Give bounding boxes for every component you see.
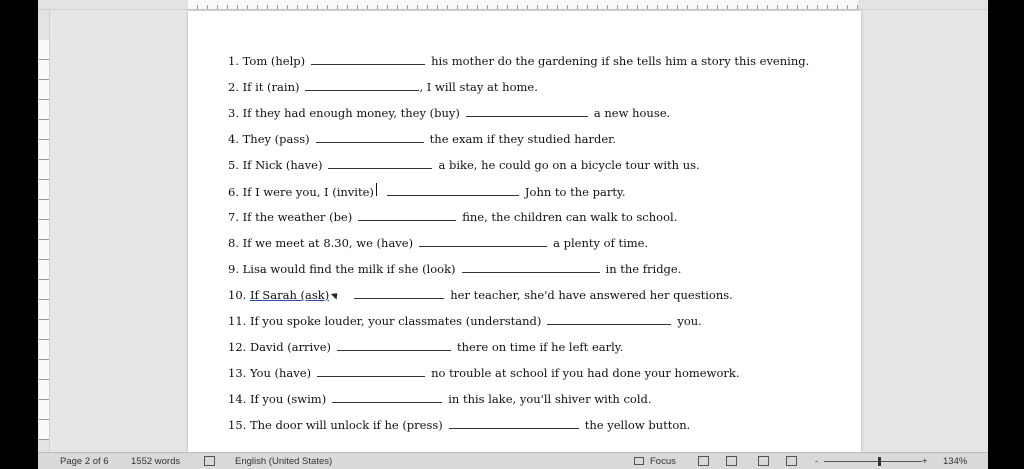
- exercise-item[interactable]: 1. Tom (help) his mother do the gardening if she tells him a story this evening.: [228, 54, 810, 68]
- zoom-slider-thumb[interactable]: [878, 457, 881, 466]
- page-count[interactable]: Page 2 of 6: [60, 456, 109, 467]
- zoom-out-button[interactable]: -: [815, 456, 819, 467]
- exercise-item[interactable]: 12. David (arrive) there on time if he left early.: [228, 340, 624, 354]
- status-bar: [38, 452, 988, 469]
- word-count[interactable]: 1552 words: [131, 456, 181, 467]
- proofing-icon[interactable]: [204, 456, 215, 466]
- vertical-ruler[interactable]: [38, 10, 50, 452]
- horizontal-ruler[interactable]: [38, 0, 988, 10]
- document-canvas: [51, 11, 988, 452]
- language-indicator[interactable]: English (United States): [235, 456, 333, 467]
- exercise-list: [228, 53, 848, 443]
- web-layout-icon[interactable]: [758, 456, 769, 466]
- focus-button[interactable]: Focus: [650, 456, 676, 467]
- exercise-item[interactable]: 8. If we meet at 8.30, we (have) a plenty of time.: [228, 236, 649, 250]
- focus-icon[interactable]: [634, 457, 644, 465]
- read-mode-icon[interactable]: [726, 456, 737, 466]
- exercise-item[interactable]: 6. If I were you, I (invite) John to the party.: [228, 185, 626, 199]
- exercise-item[interactable]: 2. If it (rain) , I will stay at home.: [228, 80, 538, 94]
- zoom-in-button[interactable]: +: [922, 456, 928, 467]
- mouse-pointer-icon: [331, 290, 340, 299]
- document-page[interactable]: [188, 11, 861, 452]
- exercise-item[interactable]: 15. The door will unlock if he (press) the yellow button.: [228, 418, 691, 432]
- text-cursor: [376, 183, 377, 196]
- zoom-slider[interactable]: [824, 461, 922, 462]
- zoom-level[interactable]: 134%: [943, 456, 968, 467]
- exercise-item[interactable]: 10. If Sarah (ask) her teacher, she'd have answered her questions.: [228, 288, 733, 302]
- exercise-item[interactable]: 14. If you (swim) in this lake, you'll shiver with cold.: [228, 392, 652, 406]
- exercise-item[interactable]: 13. You (have) no trouble at school if you had done your homework.: [228, 366, 740, 380]
- print-layout-icon[interactable]: [698, 456, 709, 466]
- outline-view-icon[interactable]: [786, 456, 797, 466]
- exercise-item[interactable]: 11. If you spoke louder, your classmates (understand) you.: [228, 314, 702, 328]
- exercise-item[interactable]: 3. If they had enough money, they (buy) a new house.: [228, 106, 671, 120]
- word-window: [38, 0, 988, 469]
- exercise-item[interactable]: 4. They (pass) the exam if they studied harder.: [228, 132, 617, 146]
- exercise-item[interactable]: 5. If Nick (have) a bike, he could go on a bicycle tour with us.: [228, 158, 700, 172]
- exercise-item[interactable]: 9. Lisa would find the milk if she (look) in the fridge.: [228, 262, 682, 276]
- exercise-item[interactable]: 7. If the weather (be) fine, the children can walk to school.: [228, 210, 678, 224]
